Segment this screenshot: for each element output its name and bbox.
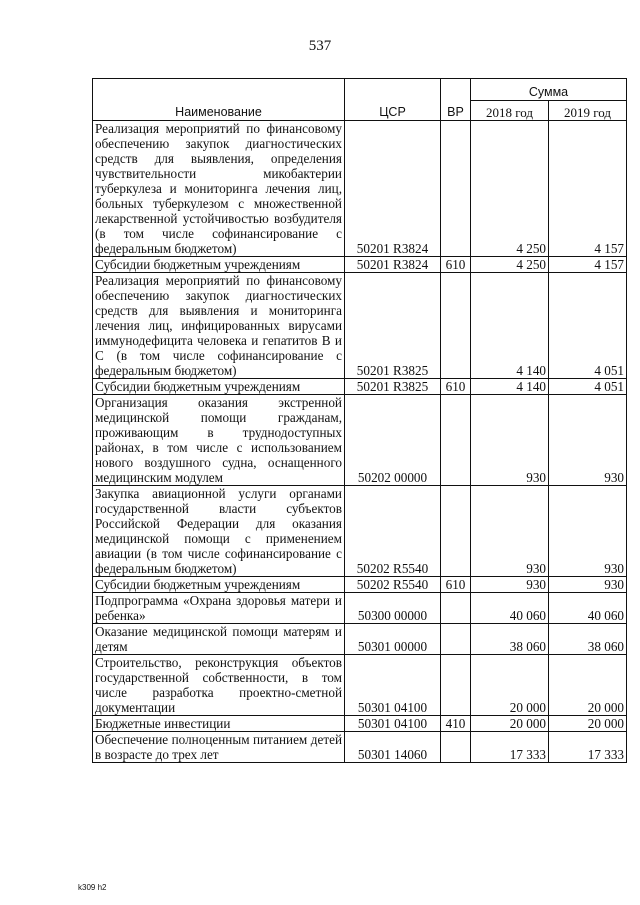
table-row <box>93 257 627 273</box>
table-row <box>93 273 627 379</box>
row-sum-2018: 20 000 <box>471 655 549 716</box>
table-row <box>93 486 627 577</box>
row-csr: 50202 00000 <box>345 395 441 486</box>
row-sum-2019: 20 000 <box>549 716 627 732</box>
row-sum-2018: 930 <box>471 577 549 593</box>
row-sum-2019: 40 060 <box>549 593 627 624</box>
row-vr: 410 <box>441 716 471 732</box>
row-vr: 610 <box>441 257 471 273</box>
table-row <box>93 732 627 763</box>
row-name: Организация оказания экстренной медицинской помощи гражданам, проживающим в труднодоступных районах, в том числе с использованием нового воздушного судна, оснащенного медицинским модулем <box>93 395 345 486</box>
row-sum-2018: 4 250 <box>471 257 549 273</box>
row-sum-2019: 930 <box>549 577 627 593</box>
footer-code: k309 h2 <box>78 883 107 892</box>
row-sum-2018: 20 000 <box>471 716 549 732</box>
row-sum-2019: 4 157 <box>549 121 627 257</box>
header-sum: Сумма <box>471 79 627 101</box>
budget-table <box>92 78 627 763</box>
row-vr: 610 <box>441 577 471 593</box>
row-csr: 50300 00000 <box>345 593 441 624</box>
row-csr: 50202 R5540 <box>345 486 441 577</box>
table-row <box>93 379 627 395</box>
table-row <box>93 395 627 486</box>
row-name: Бюджетные инвестиции <box>93 716 345 732</box>
row-csr: 50301 00000 <box>345 624 441 655</box>
header-vr: ВР <box>441 79 471 121</box>
row-name: Оказание медицинской помощи матерям и детям <box>93 624 345 655</box>
row-sum-2019: 4 051 <box>549 379 627 395</box>
row-vr <box>441 732 471 763</box>
header-csr: ЦСР <box>345 79 441 121</box>
row-vr <box>441 121 471 257</box>
table-row <box>93 716 627 732</box>
row-sum-2019: 4 051 <box>549 273 627 379</box>
row-vr <box>441 273 471 379</box>
row-name: Субсидии бюджетным учреждениям <box>93 577 345 593</box>
row-sum-2019: 930 <box>549 486 627 577</box>
row-sum-2018: 17 333 <box>471 732 549 763</box>
table-row <box>93 655 627 716</box>
row-csr: 50201 R3824 <box>345 257 441 273</box>
row-vr <box>441 655 471 716</box>
row-sum-2019: 20 000 <box>549 655 627 716</box>
table-row <box>93 624 627 655</box>
row-name: Субсидии бюджетным учреждениям <box>93 379 345 395</box>
row-name: Строительство, реконструкция объектов государственной собственности, в том числе разработка проектно-сметной документации <box>93 655 345 716</box>
row-csr: 50301 14060 <box>345 732 441 763</box>
row-sum-2018: 930 <box>471 486 549 577</box>
row-csr: 50202 R5540 <box>345 577 441 593</box>
row-sum-2018: 4 140 <box>471 273 549 379</box>
row-name: Подпрограмма «Охрана здоровья матери и ребенка» <box>93 593 345 624</box>
row-vr: 610 <box>441 379 471 395</box>
page-number: 537 <box>308 38 332 54</box>
row-sum-2018: 930 <box>471 395 549 486</box>
row-sum-2018: 4 250 <box>471 121 549 257</box>
table-row <box>93 577 627 593</box>
row-name: Обеспечение полноценным питанием детей в возрасте до трех лет <box>93 732 345 763</box>
row-vr <box>441 624 471 655</box>
row-sum-2018: 4 140 <box>471 379 549 395</box>
row-vr <box>441 593 471 624</box>
row-sum-2018: 40 060 <box>471 593 549 624</box>
row-name: Закупка авиационной услуги органами государственной власти субъектов Российской Федерации для оказания медицинской помощи с применением авиации (в том числе софинансирование с федеральным бюджетом) <box>93 486 345 577</box>
row-vr <box>441 395 471 486</box>
row-sum-2018: 38 060 <box>471 624 549 655</box>
row-name: Субсидии бюджетным учреждениям <box>93 257 345 273</box>
row-csr: 50201 R3824 <box>345 121 441 257</box>
row-sum-2019: 17 333 <box>549 732 627 763</box>
header-name: Наименование <box>93 79 345 121</box>
row-sum-2019: 4 157 <box>549 257 627 273</box>
row-csr: 50201 R3825 <box>345 273 441 379</box>
table-row <box>93 593 627 624</box>
row-csr: 50301 04100 <box>345 655 441 716</box>
table-row <box>93 121 627 257</box>
header-year-2018: 2018 год <box>471 101 549 121</box>
header-year-2019: 2019 год <box>549 101 627 121</box>
row-csr: 50301 04100 <box>345 716 441 732</box>
row-sum-2019: 38 060 <box>549 624 627 655</box>
row-csr: 50201 R3825 <box>345 379 441 395</box>
row-name: Реализация мероприятий по финансовому обеспечению закупок диагностических средств для выявления, определения чувствительности микобактерии туберкулеза и мониторинга лечения лиц, больных туберкулезом с множественной лекарственной устойчивостью возбудителя (в том числе софинансирование с федеральным бюджетом) <box>93 121 345 257</box>
row-name: Реализация мероприятий по финансовому обеспечению закупок диагностических средств для выявления и мониторинга лечения лиц, инфицированных вирусами иммунодефицита человека и гепатитов B и C (в том числе софинансирование с федеральным бюджетом) <box>93 273 345 379</box>
row-sum-2019: 930 <box>549 395 627 486</box>
row-vr <box>441 486 471 577</box>
